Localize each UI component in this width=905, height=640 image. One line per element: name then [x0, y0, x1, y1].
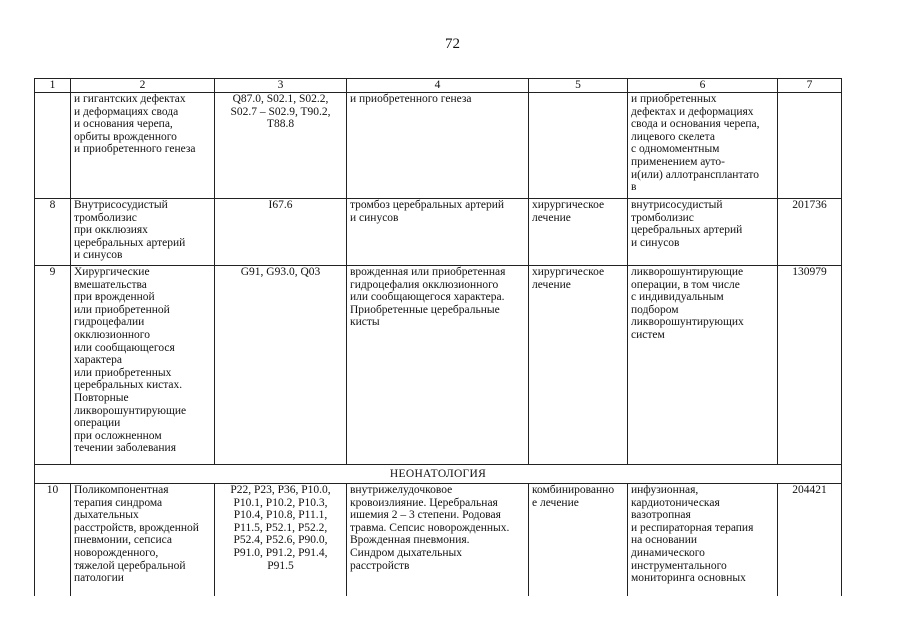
patient-model: внутрижелудочковое кровоизлияние. Церебральная ишемия 2 – 3 степени. Родовая травма. Сепсис новорожденных. Врожденная пневмония. Синдром дыхательных расстройств	[347, 484, 529, 597]
medical-care-table	[34, 78, 842, 596]
treatment-method: ликворошунтирующие операции, в том числе с индивидуальным подбором ликворошунтирующих систем	[628, 266, 778, 465]
treatment-type: хирургическое лечение	[529, 199, 628, 266]
table-row	[35, 199, 842, 266]
patient-model: тромбоз церебральных артерий и синусов	[347, 199, 529, 266]
treatment-type: хирургическое лечение	[529, 266, 628, 465]
treatment-type	[529, 93, 628, 199]
icd-codes: I67.6	[215, 199, 347, 266]
treatment-method: и приобретенных дефектах и деформациях свода и основания черепа, лицевого скелета с одномоментным применением ауто- и(или) аллотрансплантато в	[628, 93, 778, 199]
treatment-type: комбинированно е лечение	[529, 484, 628, 597]
header-col-5: 5	[529, 79, 628, 93]
page-number: 72	[445, 36, 460, 52]
patient-model: врожденная или приобретенная гидроцефалия окклюзионного или сообщающегося характера. Приобретенные церебральные кисты	[347, 266, 529, 465]
care-type-name: Поликомпонентная терапия синдрома дыхательных расстройств, врожденной пневмонии, сепсиса новорожденного, тяжелой церебральной патологии	[71, 484, 215, 597]
icd-codes: P22, P23, P36, P10.0, P10.1, P10.2, P10.3, P10.4, P10.8, P11.1, P11.5, P52.1, P52.2, P52.4, P52.6, P90.0, P91.0, P91.2, P91.4, P91.5	[215, 484, 347, 597]
row-number: 10	[35, 484, 71, 597]
cost-value: 130979	[778, 266, 842, 465]
table-row	[35, 484, 842, 597]
section-row	[35, 465, 842, 484]
header-col-6: 6	[628, 79, 778, 93]
header-col-2: 2	[71, 79, 215, 93]
cost-value: 204421	[778, 484, 842, 597]
care-type-name: Хирургические вмешательства при врожденной или приобретенной гидроцефалии окклюзионного или сообщающегося характера или приобретенных церебральных кистах. Повторные ликворошунтирующие операции при осложненном течении заболевания	[71, 266, 215, 465]
patient-model: и приобретенного генеза	[347, 93, 529, 199]
treatment-method: внутрисосудистый тромболизис церебральных артерий и синусов	[628, 199, 778, 266]
row-number	[35, 93, 71, 199]
header-col-7: 7	[778, 79, 842, 93]
table-row	[35, 93, 842, 199]
table-row	[35, 266, 842, 465]
header-col-4: 4	[347, 79, 529, 93]
cost-value: 201736	[778, 199, 842, 266]
treatment-method: инфузионная, кардиотоническая вазотропная и респираторная терапия на основании динамического инструментального мониторинга основных	[628, 484, 778, 597]
row-number: 8	[35, 199, 71, 266]
cost-value	[778, 93, 842, 199]
icd-codes: G91, G93.0, Q03	[215, 266, 347, 465]
care-type-name: Внутрисосудистый тромболизис при окклюзиях церебральных артерий и синусов	[71, 199, 215, 266]
icd-codes: Q87.0, S02.1, S02.2, S02.7 – S02.9, T90.2, T88.8	[215, 93, 347, 199]
header-row	[35, 79, 842, 93]
section-title: НЕОНАТОЛОГИЯ	[35, 465, 842, 484]
header-col-1: 1	[35, 79, 71, 93]
care-type-name: и гигантских дефектах и деформациях свода и основания черепа, орбиты врожденного и приобретенного генеза	[71, 93, 215, 199]
header-col-3: 3	[215, 79, 347, 93]
row-number: 9	[35, 266, 71, 465]
